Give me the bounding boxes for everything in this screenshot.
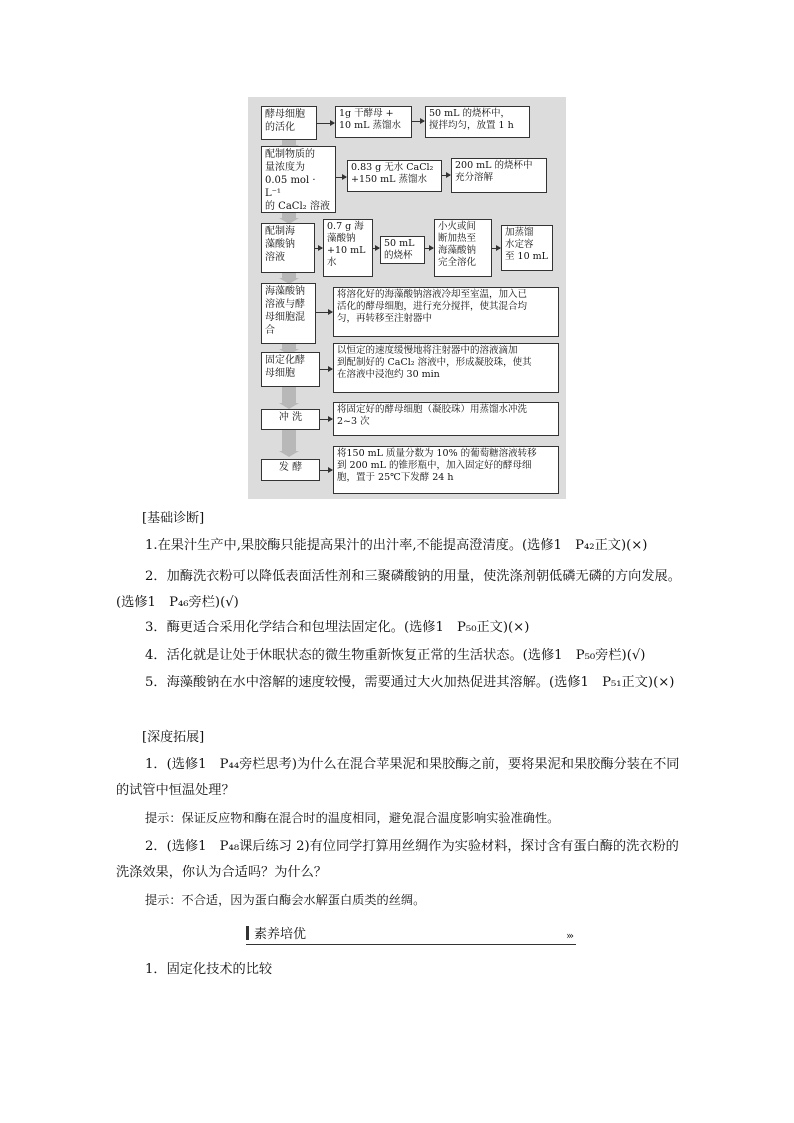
deep-question-1: 1．(选修1 P₄₄旁栏思考)为什么在混合苹果泥和果胶酶之前，要将果泥和果胶酶分装在不同的试管中恒温处理？ xyxy=(116,757,680,798)
deep-question-2: 2．(选修1 P₄₈课后练习 2)有位同学打算用丝绸作为实验材料，探讨含有蛋白酶的洗衣粉的洗涤效果，你认为合适吗？为什么？ xyxy=(116,839,679,880)
deep-hint-1: 提示：保证反应物和酶在混合时的温度相同，避免混合温度影响实验准确性。 xyxy=(145,811,560,825)
add-water-box: 加蒸馏 水定容 至 10 mL xyxy=(501,225,553,271)
alginate-water-box: 0.7 g 海 藻酸钠 +10 mL 水 xyxy=(323,219,373,277)
banner-title: 素养培优 xyxy=(254,927,307,942)
basic-item-2: 2．加酶洗衣粉可以降低表面活性剂和三聚磷酸钠的用量，使洗涤剂朝低磷无磷的方向发展。(选修1 P₄₆旁栏)(√) xyxy=(116,569,681,610)
heat-melt-box: 小火或间 断加热至 海藻酸钠 完全溶化 xyxy=(434,219,492,277)
connector-6-7 xyxy=(282,430,296,451)
arrow xyxy=(492,248,500,249)
ferment-description-box: 将150 mL 质量分数为 10% 的葡萄糖溶液转移 到 200 mL 的锥形瓶中，加入固定好的酵母细 胞，置于 25℃下发酵 24 h xyxy=(333,446,559,494)
basic-item-4: 4．活化就是让处于休眠状态的微生物重新恢复正常的生活状态。(选修1 P₅₀旁栏)(√) xyxy=(145,648,646,663)
arrow xyxy=(320,470,332,471)
arrow xyxy=(316,312,332,313)
step-yeast-activation: 酵母细胞 的活化 xyxy=(261,106,317,140)
arrow xyxy=(425,248,433,249)
arrow xyxy=(336,177,346,178)
step-rinse: 冲 洗 xyxy=(261,409,320,430)
connector-4-5 xyxy=(282,344,296,349)
arrow xyxy=(315,248,322,249)
connector-5-6 xyxy=(282,387,296,403)
deep-expansion-header: [深度拓展] xyxy=(142,730,205,745)
step-cacl2-solution: 配制物质的 量浓度为 0.05 mol · L⁻¹ 的 CaCl₂ 溶液 xyxy=(261,146,336,213)
rinse-description-box: 将固定好的酵母细胞（凝胶珠）用蒸馏水冲洗 2~3 次 xyxy=(333,402,559,436)
connector-2-3 xyxy=(282,213,296,218)
step-sodium-alginate: 配制海 藻酸钠 溶液 xyxy=(261,223,315,273)
beaker-stir-box: 50 mL 的烧杯中， 搅拌均匀，放置 1 h xyxy=(425,106,530,138)
arrow xyxy=(442,175,450,176)
step-mix-yeast: 海藻酸钠 溶液与酵 母细胞混 合 xyxy=(261,283,316,344)
beaker-dissolve-box: 200 mL 的烧杯中 充分溶解 xyxy=(451,158,547,193)
step-immobilize: 固定化酵 母细胞 xyxy=(261,352,320,387)
basic-diagnosis-header: [基础诊断] xyxy=(142,511,205,526)
cacl2-water-box: 0.83 g 无水 CaCl₂ +150 mL 蒸馏水 xyxy=(347,160,442,192)
arrow xyxy=(320,369,332,370)
connector-1-2 xyxy=(282,140,296,145)
arrow xyxy=(373,248,379,249)
mix-description-box: 将溶化好的海藻酸钠溶液冷却至室温，加入已 活化的酵母细胞，进行充分搅拌，使其混合均 匀，再转移至注射器中 xyxy=(333,287,559,337)
arrow xyxy=(320,419,332,420)
basic-item-3: 3．酶更适合采用化学结合和包埋法固定化。(选修1 P₅₀正文)(×) xyxy=(145,620,530,635)
step-ferment: 发 酵 xyxy=(261,459,320,481)
immobilization-comparison-heading: 1．固定化技术的比较 xyxy=(145,962,273,977)
deep-hint-2: 提示：不合适，因为蛋白酶会水解蛋白质类的丝绸。 xyxy=(145,893,426,907)
basic-item-5: 5．海藻酸钠在水中溶解的速度较慢，需要通过大火加热促进其溶解。(选修1 P₅₁正文)(×) xyxy=(145,675,675,690)
arrow xyxy=(317,123,334,124)
immobilize-description-box: 以恒定的速度缓慢地将注射器中的溶液滴加 到配制好的 CaCl₂ 溶液中，形成凝胶珠，使其 在溶液中浸泡约 30 min xyxy=(333,343,559,393)
connector-3-4 xyxy=(282,273,296,278)
arrow xyxy=(412,121,424,122)
literacy-section-banner xyxy=(246,926,576,945)
beaker-50ml-box: 50 mL 的烧杯 xyxy=(380,236,425,264)
banner-bar-icon xyxy=(246,926,249,940)
basic-item-1: 1.在果汁生产中,果胶酶只能提高果汁的出汁率,不能提高澄清度。(选修1 P₄₂正文)(×) xyxy=(145,538,648,553)
chevron-right-icon: ››› xyxy=(566,931,572,942)
yeast-water-box: 1g 干酵母 + 10 mL 蒸馏水 xyxy=(335,106,412,138)
